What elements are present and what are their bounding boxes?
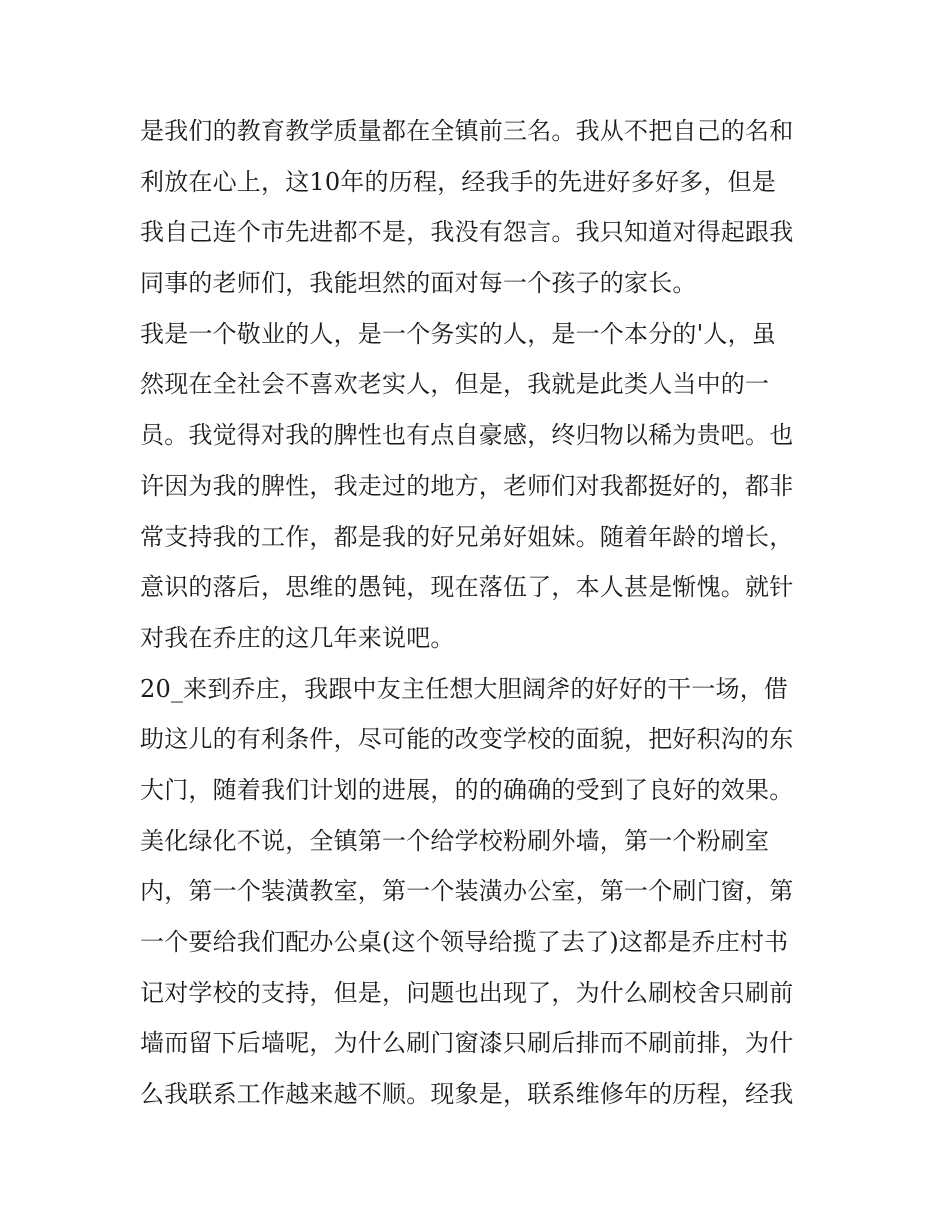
text-line: 然现在全社会不喜欢老实人，但是，我就是此类人当中的一 bbox=[140, 370, 770, 399]
text-line: 助这儿的有利条件，尽可能的改变学校的面貌，把好积沟的东 bbox=[140, 725, 794, 754]
text-line: 对我在乔庄的这几年来说吧。 bbox=[140, 623, 455, 652]
text-line: 大门，随着我们计划的进展，的的确确的受到了良好的效果。 bbox=[140, 775, 794, 804]
body-text bbox=[140, 106, 820, 1120]
text-line: 么我联系工作越来越不顺。现象是，联系维修年的历程，经我 bbox=[140, 1080, 794, 1109]
text-line: 意识的落后，思维的愚钝，现在落伍了，本人甚是惭愧。就针 bbox=[140, 573, 794, 602]
text-line: 利放在心上，这10年的历程，经我手的先进好多好多，但是 bbox=[140, 167, 776, 196]
text-line: 美化绿化不说，全镇第一个给学校粉刷外墙，第一个粉刷室 bbox=[140, 826, 770, 855]
text-line: 员。我觉得对我的脾性也有点自豪感，终归物以稀为贵吧。也 bbox=[140, 421, 794, 450]
text-line: 墙而留下后墙呢，为什么刷门窗漆只刷后排而不刷前排，为什 bbox=[140, 1029, 794, 1058]
text-line: 内，第一个装潢教室，第一个装潢办公室，第一个刷门窗，第 bbox=[140, 877, 794, 906]
text-line: 是我们的教育教学质量都在全镇前三名。我从不把自己的名和 bbox=[140, 117, 794, 145]
text-line: 一个要给我们配办公桌(这个领导给揽了去了)这都是乔庄村书 bbox=[140, 928, 789, 956]
text-line: 20_来到乔庄，我跟中友主任想大胆阔斧的好好的干一场，借 bbox=[140, 674, 789, 703]
text-line: 常支持我的工作，都是我的好兄弟好姐妹。随着年龄的增长， bbox=[140, 522, 794, 551]
text-line: 记对学校的支持，但是，问题也出现了，为什么刷校舍只刷前 bbox=[140, 978, 794, 1007]
text-line: 我是一个敬业的人，是一个务实的人，是一个本分的'人，虽 bbox=[140, 319, 776, 348]
text-line: 我自己连个市先进都不是，我没有怨言。我只知道对得起跟我 bbox=[140, 218, 794, 247]
text-line: 许因为我的脾性，我走过的地方，老师们对我都挺好的，都非 bbox=[140, 471, 794, 500]
text-line: 同事的老师们，我能坦然的面对每一个孩子的家长。 bbox=[140, 269, 697, 298]
